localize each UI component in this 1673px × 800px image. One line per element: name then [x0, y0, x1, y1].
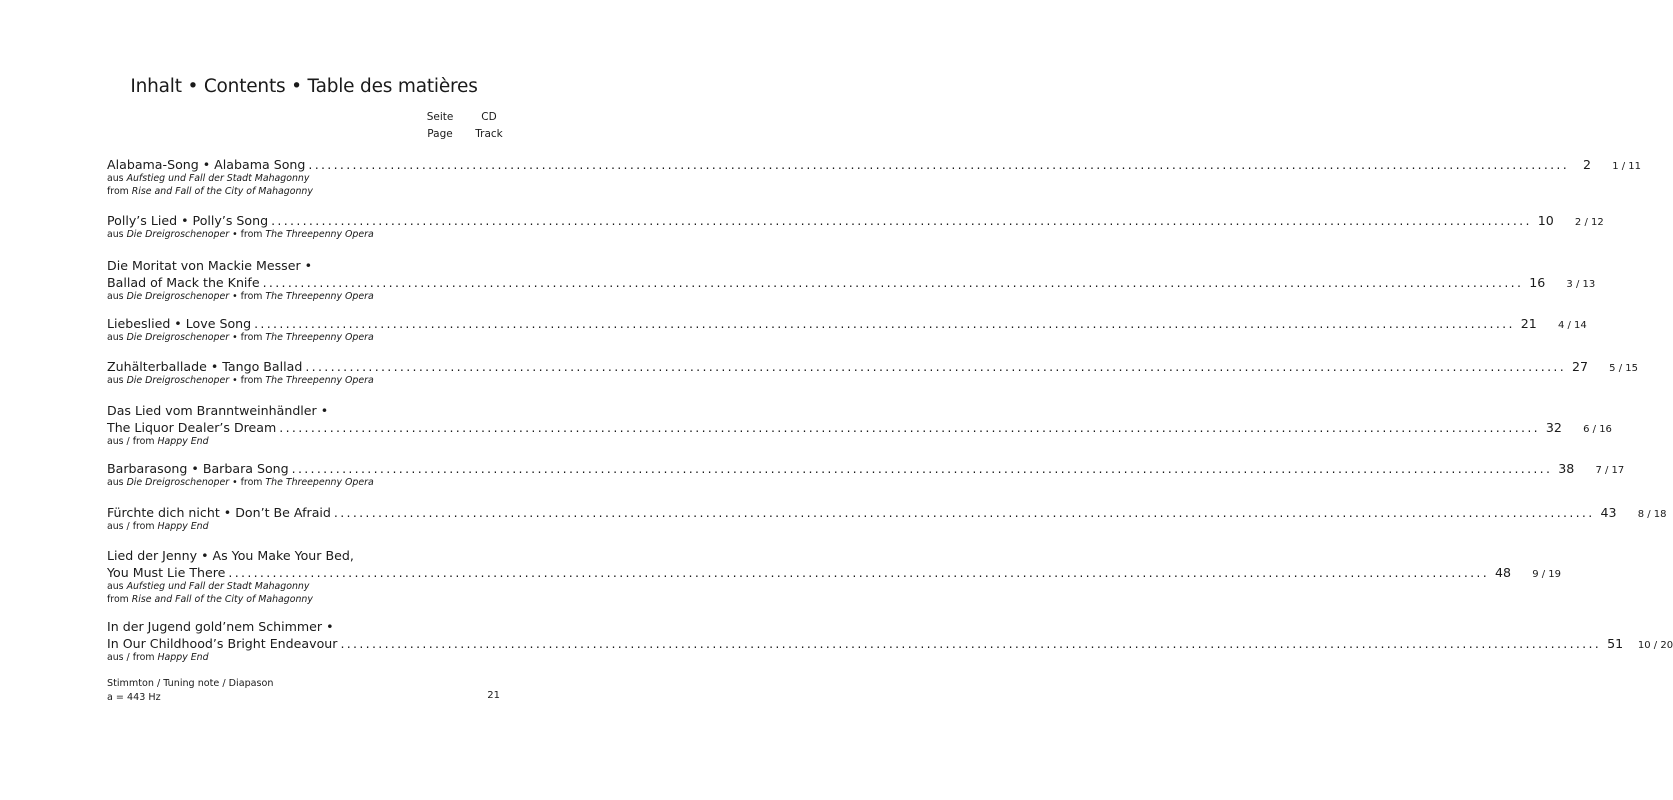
song-title: Das Lied vom Branntweinhändler •	[107, 403, 329, 418]
dot-leader: ........................................................................................................................................................................................................	[271, 213, 1532, 228]
tuning-note	[107, 677, 274, 704]
work-title: Happy End	[157, 652, 209, 663]
work-title: Happy End	[157, 436, 209, 447]
cd-label: CD	[481, 111, 497, 123]
source-prefix: aus	[107, 332, 127, 343]
work-title: The Threepenny Opera	[265, 375, 374, 386]
source-line	[107, 581, 527, 594]
source-prefix: aus	[107, 173, 127, 184]
work-title: Die Dreigroschenoper	[126, 229, 230, 240]
page-number: 21	[1520, 316, 1537, 331]
source-prefix: • from	[229, 477, 266, 488]
song-title: Polly’s Lied • Polly’s Song	[107, 213, 269, 228]
toc-entry[interactable]	[107, 358, 1638, 388]
work-title: Rise and Fall of the City of Mahagonny	[131, 185, 313, 197]
track-label: Track	[475, 128, 503, 140]
cd-track-number: 4 / 14	[1557, 320, 1587, 331]
song-title: The Liquor Dealer’s Dream	[107, 420, 277, 435]
dot-leader: ........................................................................................................................................................................................................	[305, 359, 1566, 374]
source-prefix: • from	[229, 229, 266, 240]
cd-track-number: 3 / 13	[1566, 279, 1596, 290]
work-title: The Threepenny Opera	[265, 477, 374, 488]
work-title: Die Dreigroschenoper	[126, 375, 230, 386]
source-prefix: aus / from	[107, 652, 158, 663]
work-title: Happy End	[157, 521, 209, 532]
source-line	[107, 477, 527, 490]
song-title: Fürchte dich nicht • Don’t Be Afraid	[107, 505, 331, 520]
work-title: Die Dreigroschenoper	[126, 291, 230, 302]
toc-entry[interactable]	[107, 504, 1667, 534]
work-title: Die Dreigroschenoper	[126, 332, 230, 343]
source-prefix: aus / from	[107, 436, 158, 447]
song-title: Lied der Jenny • As You Make Your Bed,	[107, 548, 354, 563]
work-title: Die Dreigroschenoper	[126, 477, 230, 488]
tuning-note-label: Stimmton / Tuning note / Diapason	[107, 678, 274, 689]
source-line	[107, 436, 527, 449]
song-title: You Must Lie There	[107, 565, 226, 580]
source-prefix: • from	[229, 375, 266, 386]
page-number: 51	[1607, 636, 1624, 651]
dot-leader: ........................................................................................................................................................................................................	[340, 636, 1602, 651]
dot-leader: ........................................................................................................................................................................................................	[279, 420, 1540, 435]
song-title: In Our Childhood’s Bright Endeavour	[107, 636, 338, 651]
song-title: Ballad of Mack the Knife	[107, 275, 260, 290]
toc-entry[interactable]	[107, 547, 1562, 606]
page-number: 16	[1529, 275, 1546, 290]
song-title: Zuhälterballade • Tango Ballad	[107, 359, 303, 374]
song-title: Alabama-Song • Alabama Song	[107, 157, 306, 172]
page-number: 2	[1583, 157, 1592, 172]
page-label: Page	[427, 128, 453, 140]
song-title: Barbarasong • Barbara Song	[107, 461, 289, 476]
source-prefix: from	[107, 185, 132, 197]
source-prefix: • from	[229, 332, 266, 343]
work-title: Aufstieg und Fall der Stadt Mahagonny	[126, 581, 310, 592]
work-title: Aufstieg und Fall der Stadt Mahagonny	[126, 173, 310, 184]
source-prefix: aus	[107, 291, 127, 302]
page-number: 10	[1537, 213, 1554, 228]
cd-track-number: 7 / 17	[1595, 465, 1625, 476]
cd-track-number: 8 / 18	[1637, 509, 1667, 520]
track-column-header	[467, 109, 511, 143]
work-title: The Threepenny Opera	[265, 332, 374, 343]
dot-leader: ........................................................................................................................................................................................................	[254, 316, 1515, 331]
dot-leader: ........................................................................................................................................................................................................	[333, 505, 1595, 520]
source-prefix: aus	[107, 581, 127, 592]
source-line	[107, 186, 527, 199]
toc-entry[interactable]	[107, 460, 1625, 490]
source-prefix: aus / from	[107, 521, 158, 532]
cd-track-number: 6 / 16	[1583, 424, 1612, 435]
source-prefix: • from	[229, 291, 266, 302]
source-prefix: from	[107, 593, 132, 605]
source-prefix: aus	[107, 229, 127, 240]
page-number: 38	[1558, 461, 1575, 476]
toc-entry[interactable]	[107, 402, 1612, 449]
source-line	[107, 375, 527, 388]
source-line	[107, 291, 527, 304]
cd-track-number: 10 / 20	[1637, 640, 1673, 651]
cd-track-number: 2 / 12	[1574, 217, 1604, 228]
toc-entry[interactable]	[107, 156, 1642, 198]
source-line	[107, 521, 527, 534]
work-title: The Threepenny Opera	[265, 229, 374, 240]
toc-entry[interactable]	[107, 257, 1596, 304]
page-number: 48	[1495, 565, 1512, 580]
seite-label: Seite	[426, 111, 454, 123]
cd-track-number: 1 / 11	[1612, 161, 1642, 172]
toc-entry[interactable]	[107, 315, 1587, 345]
source-line	[107, 229, 527, 242]
source-line	[107, 173, 527, 186]
source-prefix: aus	[107, 477, 127, 488]
page-number: 32	[1545, 420, 1562, 435]
tuning-frequency: a = 443 Hz	[107, 691, 161, 703]
page-number: 27	[1571, 359, 1588, 374]
page-number: 43	[1600, 505, 1617, 520]
source-line	[107, 652, 527, 665]
tuning-track-number: 21	[487, 690, 500, 701]
song-title: In der Jugend gold’nem Schimmer •	[107, 619, 334, 634]
work-title: Rise and Fall of the City of Mahagonny	[131, 593, 313, 605]
cd-track-number: 5 / 15	[1609, 363, 1638, 374]
toc-entry[interactable]	[107, 212, 1604, 242]
dot-leader: ........................................................................................................................................................................................................	[262, 275, 1524, 290]
cd-track-number: 9 / 19	[1532, 569, 1562, 580]
dot-leader: ........................................................................................................................................................................................................	[308, 157, 1570, 172]
dot-leader: ........................................................................................................................................................................................................	[291, 461, 1553, 476]
song-title: Liebeslied • Love Song	[107, 316, 252, 331]
source-prefix: aus	[107, 375, 127, 386]
work-title: The Threepenny Opera	[265, 291, 374, 302]
toc-entry[interactable]	[107, 618, 1673, 665]
source-line	[107, 332, 527, 345]
page-column-header	[420, 109, 460, 143]
source-line	[107, 594, 527, 607]
dot-leader: ........................................................................................................................................................................................................	[228, 565, 1490, 580]
song-title: Die Moritat von Mackie Messer •	[107, 258, 313, 273]
page-title: Inhalt • Contents • Table des matières	[130, 76, 478, 97]
